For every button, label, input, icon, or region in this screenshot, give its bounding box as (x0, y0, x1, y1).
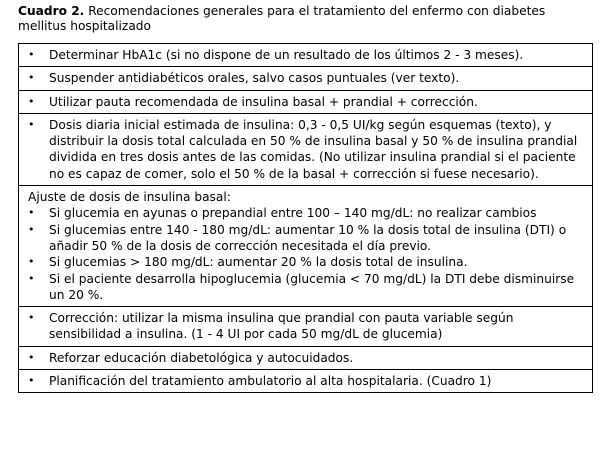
bullet-icon: • (28, 255, 35, 269)
list-item: • Si glucemia en ayunas o prepandial entre 100 – 140 mg/dL: no realizar cambios (28, 206, 537, 221)
row-hba1c (19, 44, 592, 66)
bullet-icon: • (28, 206, 35, 220)
row-insulin-regimen (19, 90, 592, 113)
basal-adjustment-heading: Ajuste de dosis de insulina basal: (28, 190, 231, 205)
list-item: • Si glucemias entre 140 - 180 mg/dL: aumentar 10 % la dosis total de insulina (DTI) o añadir 50 % de la dosis de corrección necesitada el día previo. (28, 222, 567, 253)
bullet-icon: • (28, 271, 35, 285)
row-oral-antidiabetics (19, 66, 592, 89)
table-caption (18, 4, 594, 34)
row-initial-dose (19, 113, 592, 185)
list-item: • Utilizar pauta recomendada de insulina basal + prandial + corrección. (28, 94, 478, 109)
bullet-icon: • (28, 48, 35, 61)
bullet-icon: • (28, 222, 35, 236)
list-item: • Reforzar educación diabetológica y autocuidados. (28, 350, 354, 365)
caption-text: Recomendaciones generales para el tratamiento del enfermo con diabetes mellitus hospitalizado (18, 4, 546, 33)
bullet-icon: • (28, 374, 35, 388)
row-correction (19, 306, 592, 346)
list-item: • Si glucemias > 180 mg/dL: aumentar 20 % la dosis total de insulina. (28, 255, 468, 270)
bullet-icon: • (28, 71, 35, 85)
bullet-icon: • (28, 311, 35, 325)
list-item: • Corrección: utilizar la misma insulina que prandial con pauta variable según sensibilidad a insulina. (1 - 4 UI por cada 50 mg/dL de glucemia) (28, 311, 514, 342)
bullet-icon: • (28, 350, 35, 364)
list-item: • Si el paciente desarrolla hipoglucemia (glucemia < 70 mg/dL) la DTI debe disminuirse un 20 %. (28, 271, 575, 302)
row-discharge-planning (19, 369, 592, 392)
row-basal-adjustment (19, 185, 592, 306)
list-item: • Planificación del tratamiento ambulatorio al alta hospitalaria. (Cuadro 1) (28, 374, 492, 389)
bullet-icon: • (28, 117, 35, 131)
list-item: • Determinar HbA1c (si no dispone de un resultado de los últimos 2 - 3 meses). (28, 48, 524, 62)
list-item: • Suspender antidiabéticos orales, salvo casos puntuales (ver texto). (28, 71, 460, 86)
caption-label: Cuadro 2. (18, 4, 85, 18)
recommendations-table (18, 43, 593, 393)
bullet-icon: • (28, 94, 35, 108)
list-item: • Dosis diaria inicial estimada de insulina: 0,3 - 0,5 UI/kg según esquemas (texto), y distribuir la dosis total calculada en 50 % de insulina basal y 50 % de insulina prandial dividida en tres dosis antes de las comidas. (No utilizar insulina prandial si el paciente no es capaz de comer, solo el 50 % de la basal + corrección si fuese necesario). (28, 117, 578, 181)
row-education (19, 346, 592, 369)
